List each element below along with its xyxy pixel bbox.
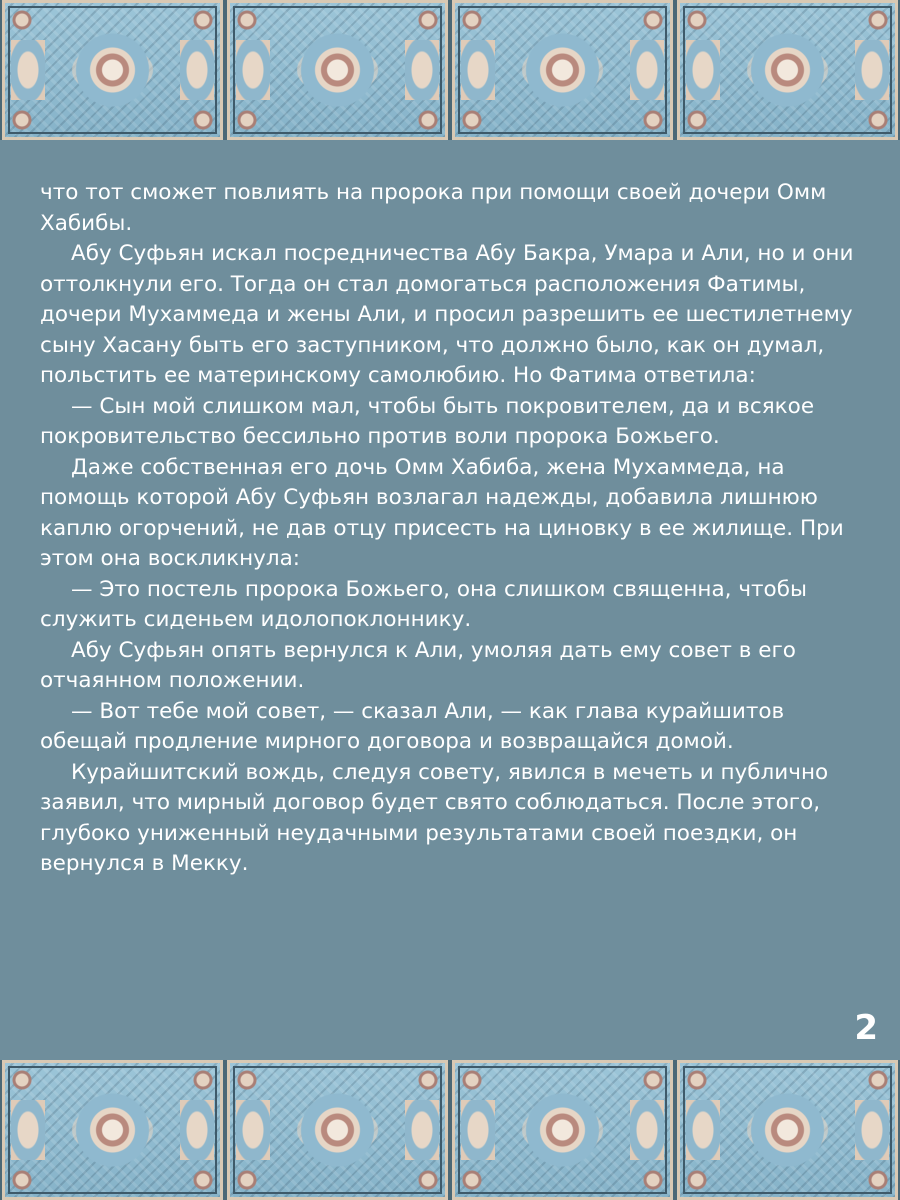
- carpet-ornament-image: [2, 1060, 223, 1200]
- paragraph: — Сын мой слишком мал, чтобы быть покровителем, да и всякое покровительство бессильно против воли пророка Божьего.: [40, 393, 815, 449]
- page-number: 2: [854, 1008, 878, 1048]
- paragraph: Курайшитский вождь, следуя совету, явился в мечеть и публично заявил, что мирный договор будет свято соблюдаться. После этого, глубоко униженный неудачными результатами своей поездки, он вернулся в Мекку.: [40, 759, 829, 876]
- paragraph: — Это постель пророка Божьего, она слишком священна, чтобы служить сиденьем идолопоклоннику.: [40, 576, 807, 632]
- top-ornament-border: [0, 0, 900, 140]
- carpet-ornament-image: [2, 0, 223, 140]
- paragraph: — Вот тебе мой совет, — сказал Али, — как глава курайшитов обещай продление мирного договора и возвращайся домой.: [40, 698, 785, 754]
- carpet-ornament-image: [452, 1060, 673, 1200]
- page-text: [40, 178, 865, 880]
- paragraph: Абу Суфьян опять вернулся к Али, умоляя дать ему совет в его отчаянном положении.: [40, 637, 796, 693]
- carpet-ornament-image: [227, 1060, 448, 1200]
- paragraph: Абу Суфьян искал посредничества Абу Бакра, Умара и Али, но и они оттолкнули его. Тогда он стал домогаться расположения Фатимы, дочери Мухаммеда и жены Али, и просил разрешить ее шестилетнему сыну Хасану быть его заступником, что должно было, как он думал, польстить ее материнскому самолюбию. Но Фатима ответила:: [40, 241, 854, 388]
- carpet-ornament-image: [227, 0, 448, 140]
- carpet-ornament-image: [677, 0, 898, 140]
- paragraph: что тот сможет повлиять на пророка при помощи своей дочери Омм Хабибы.: [40, 180, 827, 236]
- bottom-ornament-border: [0, 1060, 900, 1200]
- carpet-ornament-image: [452, 0, 673, 140]
- carpet-ornament-image: [677, 1060, 898, 1200]
- paragraph: Даже собственная его дочь Омм Хабиба, жена Мухаммеда, на помощь которой Абу Суфьян возлагал надежды, добавила лишнюю каплю огорчений, не дав отцу присесть на циновку в ее жилище. При этом она воскликнула:: [40, 454, 844, 571]
